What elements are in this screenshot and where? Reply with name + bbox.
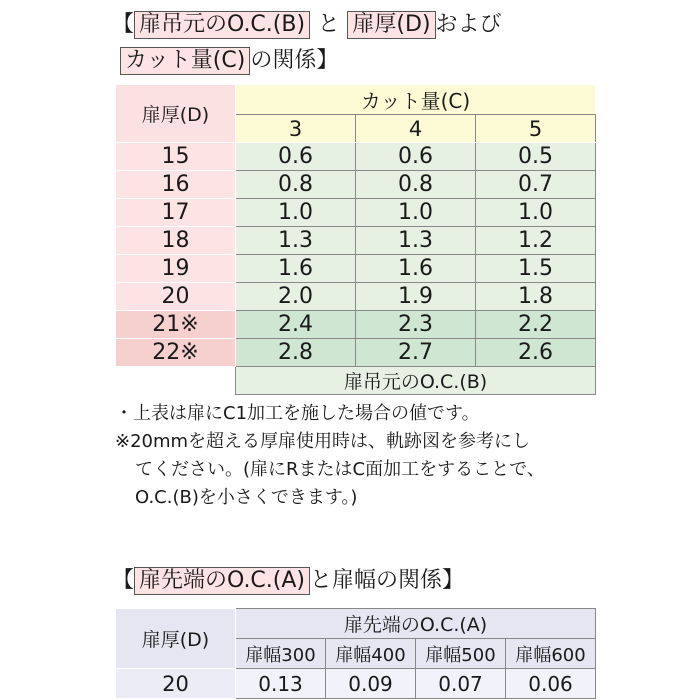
row-label: 16 <box>116 171 236 199</box>
table-row-highlighted <box>116 339 596 367</box>
door-width-table <box>115 608 596 699</box>
table-cell: 1.3 <box>356 227 476 255</box>
heading-conjunction: と <box>317 12 340 37</box>
table-cell: 0.09 <box>326 669 416 699</box>
table-cell: 1.0 <box>476 199 596 227</box>
blank-cell <box>116 367 236 395</box>
heading-and: および <box>435 12 502 37</box>
col-sub-width-500: 扉幅500 <box>416 639 506 669</box>
row-label: 19 <box>116 255 236 283</box>
table-cell: 1.5 <box>476 255 596 283</box>
table-cell: 1.3 <box>236 227 356 255</box>
table-cell: 0.13 <box>236 669 326 699</box>
heading-box-cut-amount: カット量(C) <box>120 47 250 75</box>
table-row-highlighted <box>116 311 596 339</box>
col-sub-width-300: 扉幅300 <box>236 639 326 669</box>
note-line: O.C.(B)を小さくできます。) <box>135 487 358 508</box>
note-line: ・上表は扉にC1加工を施した場合の値です。 <box>115 403 480 424</box>
table-row <box>116 669 596 699</box>
table-cell: 2.8 <box>236 339 356 367</box>
table-cell: 0.8 <box>356 171 476 199</box>
table-cell: 2.3 <box>356 311 476 339</box>
table-cell: 0.6 <box>356 143 476 171</box>
col-sub-4: 4 <box>356 115 476 143</box>
heading-relation: と扉幅の関係】 <box>310 568 465 593</box>
note-line: ※20mmを超える厚扉使用時は、軌跡図を参考にし <box>115 431 531 452</box>
table-footer-hinge-oc: 扉吊元のO.C.(B) <box>236 367 596 395</box>
table-cell: 0.8 <box>236 171 356 199</box>
table-cell: 1.6 <box>356 255 476 283</box>
table-row <box>116 227 596 255</box>
row-label: 22※ <box>116 339 236 367</box>
table-row <box>116 143 596 171</box>
table-cell: 2.6 <box>476 339 596 367</box>
col-sub-3: 3 <box>236 115 356 143</box>
row-label: 15 <box>116 143 236 171</box>
table-cell: 1.8 <box>476 283 596 311</box>
col-sub-width-600: 扉幅600 <box>506 639 596 669</box>
heading-open-bracket: 【 <box>112 12 135 37</box>
table-cell: 1.6 <box>236 255 356 283</box>
col-sub-width-400: 扉幅400 <box>326 639 416 669</box>
table-cell: 1.2 <box>476 227 596 255</box>
row-label: 18 <box>116 227 236 255</box>
heading-box-tip-oc: 扉先端のO.C.(A) <box>134 567 310 595</box>
col-header-tip-oc: 扉先端のO.C.(A) <box>236 609 596 639</box>
heading-box-door-thickness: 扉厚(D) <box>347 11 435 39</box>
row-header-door-thickness: 扉厚(D) <box>116 609 236 669</box>
row-header-door-thickness: 扉厚(D) <box>116 85 236 143</box>
section1-heading-line2 <box>120 46 338 76</box>
col-sub-5: 5 <box>476 115 596 143</box>
cut-amount-table <box>115 84 596 395</box>
table-row <box>116 255 596 283</box>
table-cell: 0.5 <box>476 143 596 171</box>
row-label: 20 <box>116 669 236 699</box>
table-cell: 1.0 <box>236 199 356 227</box>
table-row <box>116 283 596 311</box>
notes-block <box>115 400 545 512</box>
col-header-cut-amount: カット量(C) <box>236 85 596 115</box>
table-cell: 1.0 <box>356 199 476 227</box>
heading-open-bracket: 【 <box>112 568 135 593</box>
table-cell: 0.6 <box>236 143 356 171</box>
section2-heading <box>112 566 464 596</box>
row-label: 17 <box>116 199 236 227</box>
section1-heading-line1 <box>112 10 502 40</box>
table-row <box>116 199 596 227</box>
row-label: 21※ <box>116 311 236 339</box>
table-cell: 0.07 <box>416 669 506 699</box>
heading-box-hinge-oc: 扉吊元のO.C.(B) <box>134 11 310 39</box>
table-cell: 0.06 <box>506 669 596 699</box>
note-line: てください。(扉にRまたはC面加工をすることで、 <box>135 459 545 480</box>
row-label: 20 <box>116 283 236 311</box>
table-cell: 2.4 <box>236 311 356 339</box>
table-cell: 0.7 <box>476 171 596 199</box>
heading-relation: の関係】 <box>250 48 339 73</box>
table-cell: 2.7 <box>356 339 476 367</box>
table-cell: 2.2 <box>476 311 596 339</box>
table-cell: 2.0 <box>236 283 356 311</box>
table-cell: 1.9 <box>356 283 476 311</box>
table-row <box>116 171 596 199</box>
